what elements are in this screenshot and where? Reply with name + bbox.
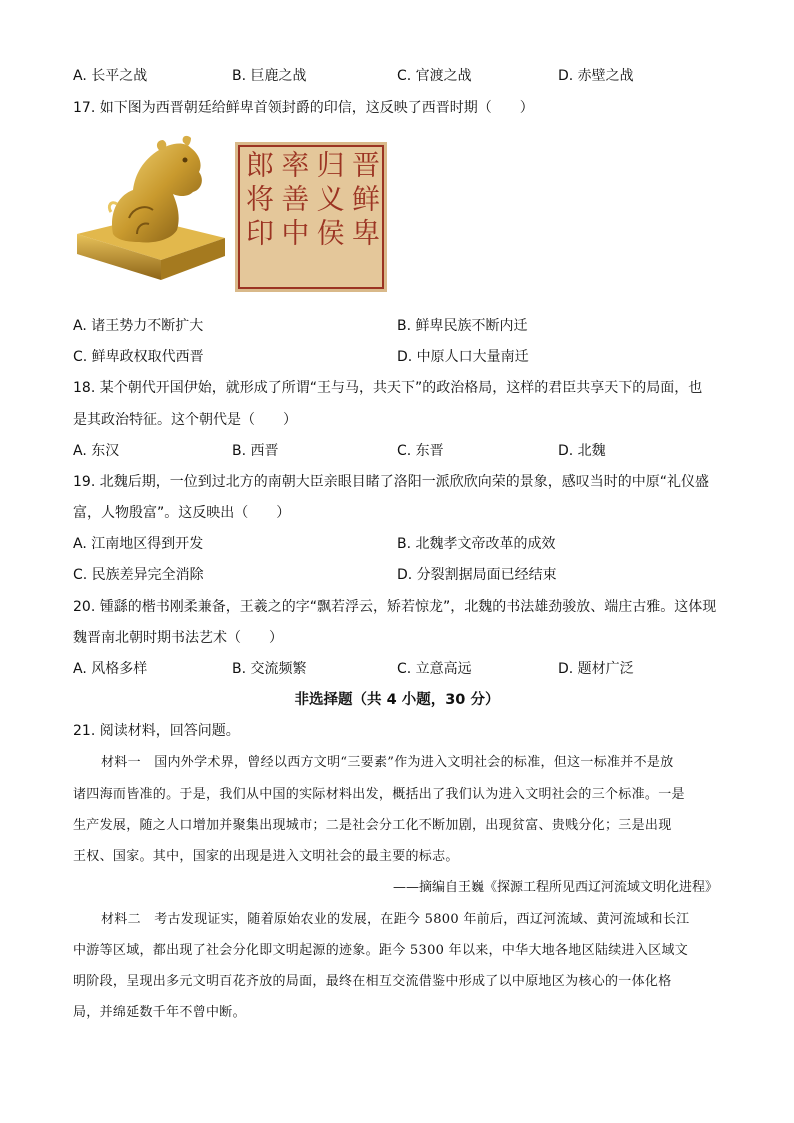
q21-source1: ——摘编自王巍《探源工程所见西辽河流域文明化进程》 xyxy=(392,880,718,895)
q21-material1-line2: 诸四海而皆准的。于是，我们从中国的实际材料出发，概括出了我们认为进入文明社会的三个标准。一是 xyxy=(73,787,685,802)
q21-material2-line2: 中游等区域，都出现了社会分化即文明起源的迹象。距今 5300 年以来，中华大地各地区陆续进入区域文 xyxy=(73,943,689,958)
q19-option-d: D. 分裂割据局面已经结束 xyxy=(397,567,557,583)
seal-column-3: 率善中 xyxy=(277,150,311,252)
q18-stem-line2: 是其政治特征。这个朝代是（ ） xyxy=(73,412,297,428)
q21-material1-line1: 材料一 国内外学术界，曾经以西方文明“三要素”作为进入文明社会的标准，但这一标准并不是放 xyxy=(101,755,674,770)
seal-column-1: 晋鲜卑 xyxy=(347,150,381,252)
seal-photo xyxy=(73,134,229,284)
q19-stem-line1: 19. 北魏后期，一位到过北方的南朝大臣亲眼目睹了洛阳一派欣欣向荣的景象，感叹当时的中原“礼仪盛 xyxy=(73,474,709,490)
q20-option-c: C. 立意高远 xyxy=(397,661,472,677)
q20-option-a: A. 风格多样 xyxy=(73,661,148,677)
q21-material2-line3: 明阶段，呈现出多元文明百花齐放的局面，最终在相互交流借鉴中形成了以中原地区为核心的一体化格 xyxy=(73,974,672,989)
q19-option-a: A. 江南地区得到开发 xyxy=(73,536,204,552)
q16-option-a: A. 长平之战 xyxy=(73,68,148,84)
q18-option-d: D. 北魏 xyxy=(558,443,606,459)
q21-material2-line4: 局，并绵延数千年不曾中断。 xyxy=(73,1005,246,1020)
q19-stem-line2: 富，人物殷富”。这反映出（ ） xyxy=(73,505,291,521)
q21-material1-line3: 生产发展，随之人口增加并聚集出现城市；二是社会分工化不断加剧，出现贫富、贵贱分化；三是出现 xyxy=(73,818,672,833)
q20-option-d: D. 题材广泛 xyxy=(558,661,634,677)
q20-stem-line2: 魏晋南北朝时期书法艺术（ ） xyxy=(73,630,283,646)
q17-option-c: C. 鲜卑政权取代西晋 xyxy=(73,349,204,365)
q21-stem: 21. 阅读材料，回答问题。 xyxy=(73,723,240,739)
q16-option-b: B. 巨鹿之战 xyxy=(232,68,307,84)
q17-stem: 17. 如下图为西晋朝廷给鲜卑首领封爵的印信，这反映了西晋时期（ ） xyxy=(73,100,534,116)
q21-material1-line4: 王权、国家。其中，国家的出现是进入文明社会的最主要的标志。 xyxy=(73,849,459,864)
q17-option-a: A. 诸王势力不断扩大 xyxy=(73,318,204,334)
q17-option-d: D. 中原人口大量南迁 xyxy=(397,349,529,365)
q18-option-b: B. 西晋 xyxy=(232,443,279,459)
q18-stem-line1: 18. 某个朝代开国伊始，就形成了所谓“王与马，共天下”的政治格局，这样的君臣共享天下的局面，也 xyxy=(73,380,703,396)
seal-imprint xyxy=(235,142,387,292)
q19-option-c: C. 民族差异完全消除 xyxy=(73,567,204,583)
q20-stem-line1: 20. 锺繇的楷书刚柔兼备，王羲之的字“飘若浮云，矫若惊龙”，北魏的书法雄劲骏放、端庄古雅。这体现 xyxy=(73,599,717,615)
seal-column-2: 归义侯 xyxy=(312,150,346,252)
section-title: 非选择题（共 4 小题，30 分） xyxy=(294,692,500,708)
q21-material2-line1: 材料二 考古发现证实，随着原始农业的发展，在距今 5800 年前后，西辽河流域、黄河流域和长江 xyxy=(101,912,690,927)
q16-option-d: D. 赤壁之战 xyxy=(558,68,634,84)
q19-option-b: B. 北魏孝文帝改革的成效 xyxy=(397,536,556,552)
q18-option-c: C. 东晋 xyxy=(397,443,444,459)
seal-column-4: 郎将印 xyxy=(242,150,275,252)
q18-option-a: A. 东汉 xyxy=(73,443,120,459)
q16-option-c: C. 官渡之战 xyxy=(397,68,472,84)
q20-option-b: B. 交流频繁 xyxy=(232,661,307,677)
q17-option-b: B. 鲜卑民族不断内迁 xyxy=(397,318,528,334)
